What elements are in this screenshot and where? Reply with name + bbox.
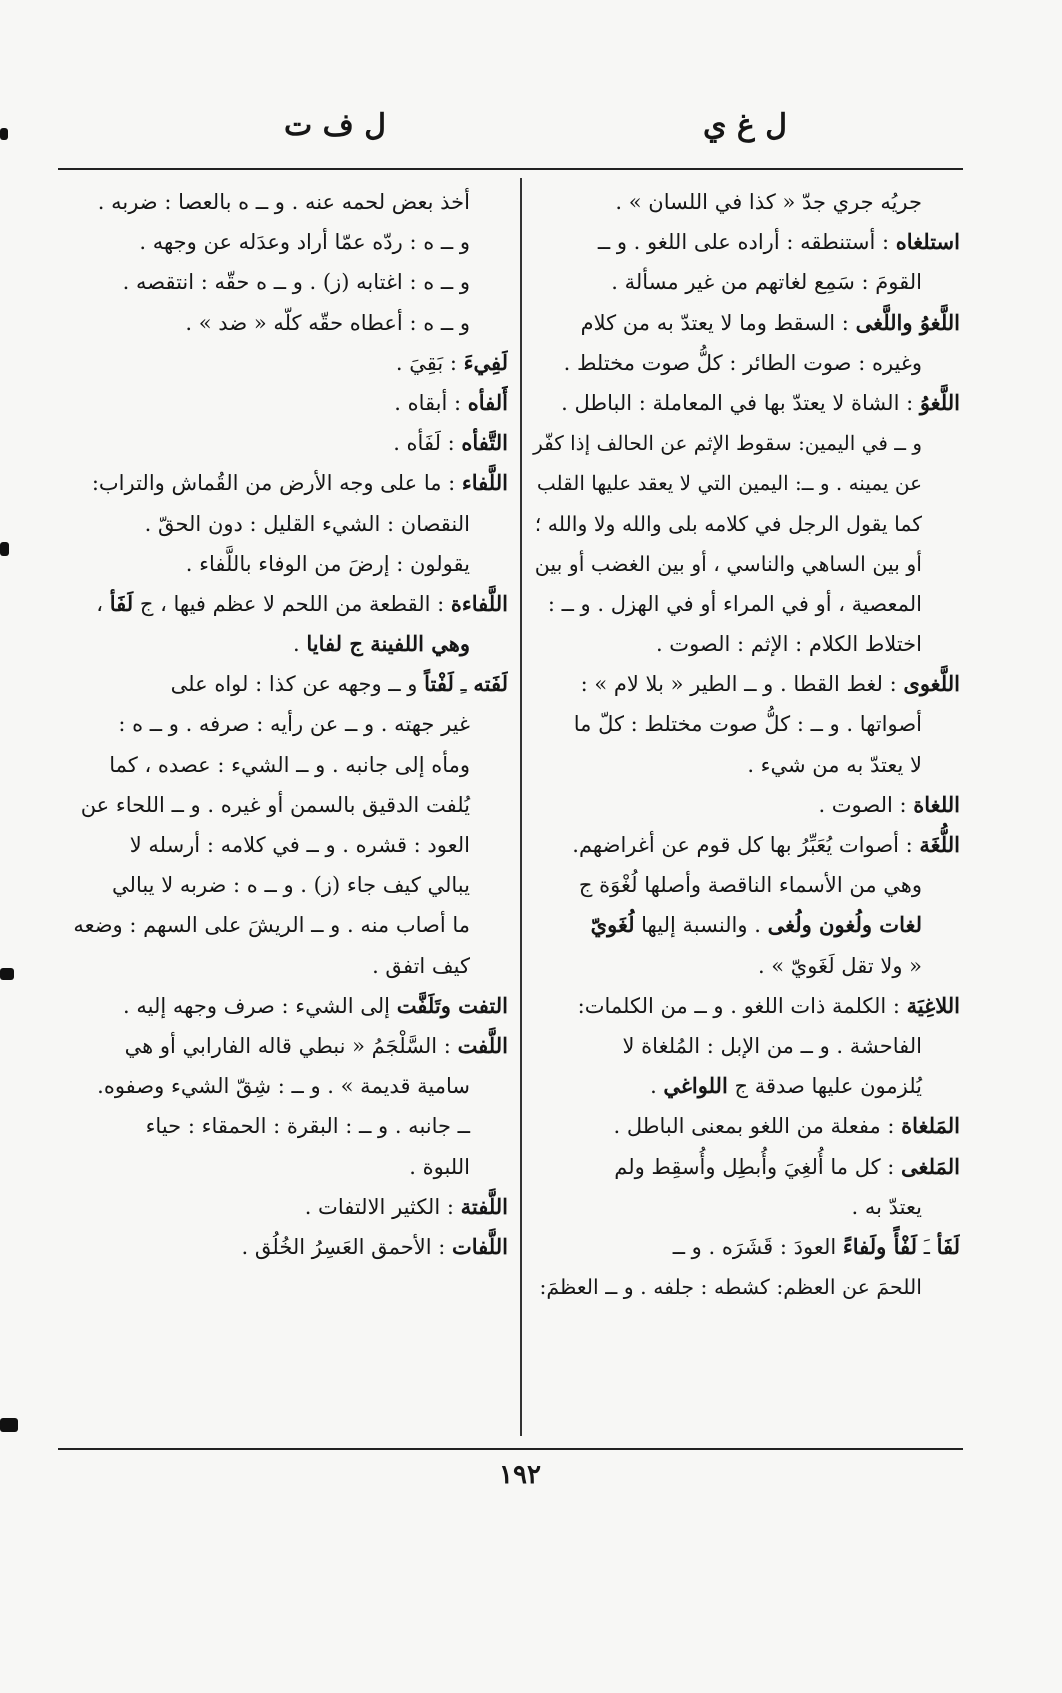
headword: اللَّفاء <box>461 470 508 496</box>
definition-text: ـِ <box>453 672 474 697</box>
right-column <box>532 182 960 1437</box>
definition-text: : القطعة من اللحم لا عظم فيها ، ج <box>133 591 451 616</box>
definition-text: و ــ وجهه عن كذا : لواه على <box>170 672 425 697</box>
right-column-line <box>532 745 960 785</box>
headword: لَفَأ <box>936 1233 960 1259</box>
right-column-line <box>532 504 960 544</box>
left-column-line <box>62 383 508 423</box>
left-column-line <box>62 986 508 1026</box>
definition-text: لا يعتدّ به من شيء . <box>747 752 922 777</box>
definition-text: : السَّلْجَمُ « نبطي قاله الفارابي أو هي <box>124 1033 458 1058</box>
right-column-line <box>532 463 960 503</box>
definition-text: اختلاط الكلام : الإثم : الصوت . <box>655 632 922 657</box>
definition-text: : لغط القطا . و ــ الطير « بلا لام » : <box>580 672 904 697</box>
definition-text: وغيره : صوت الطائر : كلُّ صوت مختلط . <box>563 350 922 375</box>
left-column-line <box>62 704 508 744</box>
right-column-line <box>532 584 960 624</box>
definition-text: الفاحشة . و ــ من الإبل : المُلغاة لا <box>622 1033 922 1058</box>
left-column-line <box>62 825 508 865</box>
definition-text: : أبقاه . <box>394 390 468 415</box>
left-column-line <box>62 1066 508 1106</box>
definition-text: « ولا تقل لَغَويّ » . <box>757 953 922 978</box>
left-column-line <box>62 423 508 463</box>
definition-text: كما يقول الرجل في كلامه بلى والله ولا والله ؛ <box>534 511 922 536</box>
definition-text: النقصان : الشيء القليل : دون الحقّ . <box>144 511 470 536</box>
right-column-line <box>532 704 960 744</box>
right-column-line <box>532 1267 960 1307</box>
left-column-line <box>62 343 508 383</box>
right-column-line <box>532 262 960 302</box>
left-column <box>62 182 508 1437</box>
right-column-line <box>532 343 960 383</box>
right-column-line <box>532 1227 960 1267</box>
definition-text: ــ جانبه . و ــ : البقرة : الحمقاء : حياء <box>145 1114 470 1139</box>
left-column-line <box>62 946 508 986</box>
definition-text: سامية قديمة » . و ــ : شِقّ الشيء وصفوه. <box>97 1074 470 1099</box>
headword: أَلفأه <box>467 389 508 415</box>
right-column-line <box>532 1187 960 1227</box>
scan-mark <box>0 128 8 140</box>
definition-text: وهي من الأسماء الناقصة وأصلها لُغْوَة ج <box>578 873 922 898</box>
definition-text: العودَ : قَشَرَه . و ــ <box>672 1234 843 1259</box>
headword: اللغاة <box>913 791 960 817</box>
right-column-line <box>532 182 960 222</box>
definition-text: ، <box>96 591 110 616</box>
page-number: ١٩٢ <box>499 1460 541 1490</box>
definition-text: كيف اتفق . <box>372 953 470 978</box>
definition-text: . والنسبة إليها <box>634 913 768 938</box>
definition-text: . <box>293 632 307 657</box>
headword: اللَّفتة <box>460 1193 508 1219</box>
left-running-head: ل ف ت <box>283 108 387 143</box>
right-running-head: ل غ ي <box>702 108 788 143</box>
left-column-line <box>62 504 508 544</box>
definition-text: : الكلمة ذات اللغو . و ــ من الكلمات: <box>577 993 907 1018</box>
headword: لَفْتاً <box>424 671 454 697</box>
definition-text: ومأه إلى جانبه . و ــ الشيء : عصده ، كما <box>109 752 470 777</box>
left-column-line <box>62 865 508 905</box>
definition-text: يُلفت الدقيق بالسمن أو غيره . و ــ اللحاء عن <box>80 792 470 817</box>
headword: لَفْأً ولَفاءً <box>842 1233 918 1259</box>
definition-text: : الكثير الالتفات . <box>304 1194 461 1219</box>
column-divider <box>520 178 522 1436</box>
headword: استلغاه <box>895 229 960 255</box>
right-column-line <box>532 544 960 584</box>
scan-mark <box>0 1418 18 1432</box>
definition-text: عن يمينه . و ــ: اليمين التي لا يعقد عليها القلب <box>536 471 922 496</box>
right-column-line <box>532 383 960 423</box>
right-column-line <box>532 905 960 945</box>
definition-text: جريُه جري جدّ « كذا في اللسان » . <box>615 190 922 214</box>
left-column-line <box>62 584 508 624</box>
left-column-line <box>62 1147 508 1187</box>
right-column-line <box>532 423 960 463</box>
definition-text: : مفعلة من اللغو بمعنى الباطل . <box>613 1114 902 1139</box>
definition-text: ما أصاب منه . و ــ الريشَ على السهم : وضعه <box>73 913 470 938</box>
scan-mark <box>0 542 9 556</box>
definition-text: العود : قشره . و ــ في كلامه : أرسله لا <box>129 833 470 857</box>
headword: وهي اللفينة ج لفايا <box>306 631 470 657</box>
right-column-line <box>532 624 960 664</box>
left-column-line <box>62 745 508 785</box>
right-column-line <box>532 222 960 262</box>
right-column-line <box>532 946 960 986</box>
right-column-line <box>532 1106 960 1146</box>
headword: اللاغِيَة <box>906 992 960 1018</box>
scan-mark <box>0 968 14 980</box>
definition-text: المعصية ، أو في المراء أو في الهزل . و ــ : <box>547 591 922 616</box>
right-column-line <box>532 825 960 865</box>
headword: اللَّفاءة <box>450 590 508 616</box>
right-column-line <box>532 303 960 343</box>
definition-text: يقولون : إرضَ من الوفاء باللَّفاء . <box>185 551 470 576</box>
headword: لَفَأ <box>109 590 134 616</box>
headword: اللَّغوُ واللَّغى <box>855 309 960 335</box>
definition-text: : الشاة لا يعتدّ بها في المعاملة : الباطل . <box>561 390 920 415</box>
left-column-line <box>62 1187 508 1227</box>
left-column-line <box>62 262 508 302</box>
left-column-line <box>62 664 508 704</box>
definition-text: : ما على وجه الأرض من القُماش والتراب: <box>91 471 462 496</box>
headword: لُغَويّ <box>590 912 635 938</box>
right-column-line <box>532 1147 960 1187</box>
definition-text: يعتدّ به . <box>851 1194 922 1219</box>
left-column-line <box>62 785 508 825</box>
left-column-line <box>62 463 508 503</box>
left-column-line <box>62 544 508 584</box>
right-column-line <box>532 1066 960 1106</box>
right-column-line <box>532 664 960 704</box>
headword: لَفَته <box>473 671 508 697</box>
headword: لغات ولُغون ولُغى <box>767 912 922 938</box>
definition-text: و ــ ه : ردّه عمّا أراد وعدَله عن وجهه . <box>139 230 470 255</box>
headword: اللُّغَة <box>919 832 960 857</box>
definition-text: و ــ ه : أعطاه حقّه كلّه « ضد » . <box>185 310 470 335</box>
definition-text: غير جهته . و ــ عن رأيه : صرفه . و ــ ه : <box>118 712 470 737</box>
definition-text: : كل ما أُلغِيَ وأُبطِل وأُسقِط ولم <box>614 1154 902 1179</box>
definition-text: أخذ بعض لحمه عنه . و ــ ه بالعصا : ضربه . <box>97 190 470 214</box>
right-column-line <box>532 785 960 825</box>
definition-text: و ــ ه : اغتابه (ز) . و ــ ه حقّه : انتقصه . <box>122 270 470 295</box>
definition-text: و ــ في اليمين: سقوط الإثم عن الحالف إذا كفّر <box>533 431 922 456</box>
definition-text: : أصوات يُعَبِّرُ بها كل قوم عن أغراضهم. <box>572 833 920 857</box>
definition-text: ـَ <box>917 1234 937 1259</box>
right-column-line <box>532 865 960 905</box>
headword: اللَّفت <box>457 1032 508 1058</box>
definition-text: اللبوة . <box>409 1154 470 1179</box>
headword: المَلغى <box>901 1153 960 1179</box>
definition-text: : السقط وما لا يعتدّ به من كلام <box>580 310 856 335</box>
headword: التفت وتَلَفَّت <box>396 992 508 1018</box>
right-column-line <box>532 1026 960 1066</box>
definition-text: إلى الشيء : صرف وجهه إليه . <box>123 993 397 1018</box>
left-column-line <box>62 182 508 222</box>
definition-text: : بَقِيَ . <box>395 350 464 375</box>
left-column-line <box>62 303 508 343</box>
definition-text: أو بين الساهي والناسي ، أو بين الغضب أو بين <box>534 551 922 576</box>
headword: التَّفأه <box>461 430 508 456</box>
headword: اللَّغوى <box>903 671 960 697</box>
footer-rule <box>58 1448 963 1450</box>
left-column-line <box>62 1227 508 1267</box>
headword: المَلغاة <box>901 1113 960 1139</box>
definition-text: اللحمَ عن العظم: كشطه : جلفه . و ــ العظمَ: <box>539 1275 922 1300</box>
definition-text: أصواتها . و ــ : كلُّ صوت مختلط : كلّ ما <box>573 712 922 737</box>
headword: اللَّفات <box>452 1233 508 1259</box>
left-column-line <box>62 624 508 664</box>
headword: اللَّغوُ <box>919 389 960 415</box>
definition-text: يبالي كيف جاء (ز) . و ــ ه : ضربه لا يبالي <box>112 873 470 898</box>
left-column-line <box>62 1026 508 1066</box>
definition-text: يُلزمون عليها صدقة ج <box>727 1074 922 1099</box>
left-column-line <box>62 1106 508 1146</box>
headword: لَفِيءَ <box>463 349 508 375</box>
definition-text: : أستنطقه : أراده على اللغو . و ــ <box>597 230 896 255</box>
definition-text: : لَفَأه . <box>393 431 462 456</box>
left-column-line <box>62 222 508 262</box>
definition-text: القومَ : سَمِع لغاتهم من غير مسألة . <box>611 270 922 295</box>
definition-text: : الصوت . <box>818 792 914 817</box>
definition-text: . <box>650 1074 664 1099</box>
right-column-line <box>532 986 960 1026</box>
left-column-line <box>62 905 508 945</box>
headword: اللواغي <box>663 1073 728 1099</box>
definition-text: : الأحمق العَسِرُ الخُلُق . <box>241 1234 453 1259</box>
header-rule <box>58 168 963 170</box>
page-header <box>60 108 960 160</box>
